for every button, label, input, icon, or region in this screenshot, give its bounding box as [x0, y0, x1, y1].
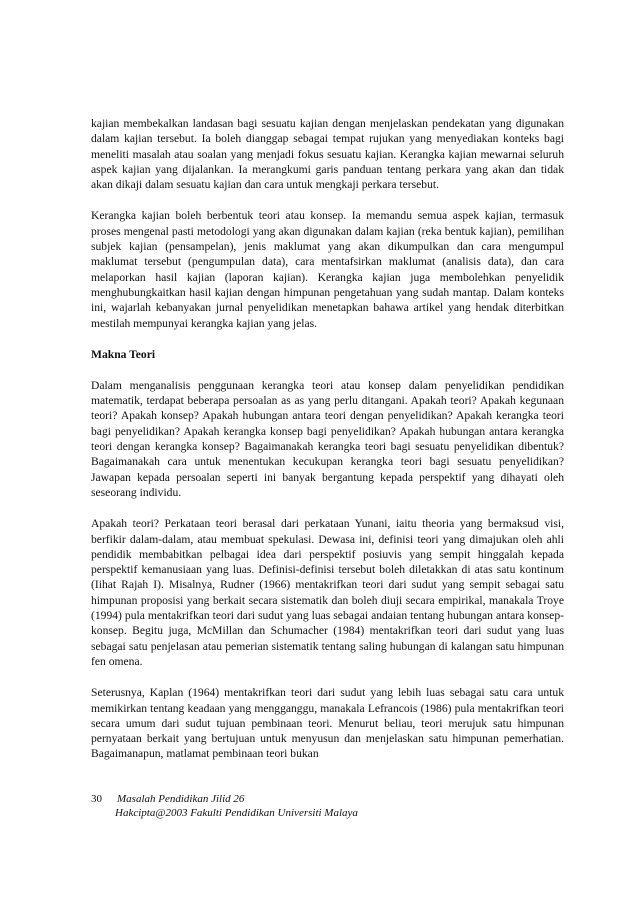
paragraph-section-2: Apakah teori? Perkataan teori berasal dari perkataan Yunani, iaitu theoria yang bermaksud visi, berfikir dalam-dalam, atau membuat spekulasi. Dewasa ini, definisi teori yang dimajukan oleh ahli pendidik membabitkan pelbagai idea dari perspektif posiuvis yang sempit hinggalah kepada perspektif kemanusiaan yang luas. Definisi-definisi tersebut boleh diletakkan di atas satu kontinum (Iihat Rajah I). Misalnya, Rudner (1966) mentakrifkan teori dari sudut yang sempit sebagai satu himpunan proposisi yang berkait secara sistematik dan boleh diuji secara empirikal, manakala Troye (1994) pula mentakrifkan teori dari sudut yang luas sebagai andaian tentang hubungan antara konsep-konsep. Begitu juga, McMillan dan Schumacher (1984) mentakrifkan teori dari sudut yang luas sebagai satu penjelasan atau pemerian sistematik tentang saling hubungan di kalangan satu himpunan fen omena.	[91, 517, 564, 668]
footer-line-1	[91, 792, 511, 806]
page-number: 30	[91, 793, 102, 805]
copyright-notice: Hakcipta@2003 Fakulti Pendidikan Universiti Malaya	[115, 807, 358, 819]
paragraph-section-1: Dalam menganalisis penggunaan kerangka teori atau konsep dalam penyelidikan pendidikan matematik, terdapat beberapa persoalan as as yang perlu ditangani. Apakah teori? Apakah kegunaan teori? Apakah konsep? Apakah hubungan antara teori dengan penyelidikan? Apakah kerangka teori bagi penyelidikan? Apakah kerangka konsep bagi penyelidikan? Apakah hubungan antara kerangka teori dengan kerangka konsep? Bagaimanakah kerangka teori bagi sesuatu penyelidikan dibentuk? Bagaimanakah cara untuk menentukan kecukupan kerangka teori bagi sesuatu penyelidikan? Jawapan kepada persoalan seperti ini banyak bergantung kepada perspektif yang dihayati oleh seseorang individu.	[91, 378, 564, 499]
page-body	[91, 116, 564, 778]
paragraph-intro-1: kajian membekalkan landasan bagi sesuatu kajian dengan menjelaskan pendekatan yang digunakan dalam kajian tersebut. Ia boleh dianggap sebagai tempat rujukan yang menyediakan konteks bagi meneliti masalah atau soalan yang menjadi fokus sesuatu kajian. Kerangka kajian mewarnai seluruh aspek kajian yang dijalankan. Ia merangkumi garis panduan tentang perkara yang akan dan tidak akan dikaji dalam sesuatu kajian dan cara untuk mengkaji perkara tersebut.	[91, 117, 564, 192]
paragraph-intro-2: Kerangka kajian boleh berbentuk teori atau konsep. Ia memandu semua aspek kajian, termasuk proses mengenal pasti metodologi yang akan digunakan dalam kajian (reka bentuk kajian), pemilihan subjek kajian (pensampelan), jenis maklumat yang akan dikumpulkan dan cara mengumpul maklumat tersebut (pengumpulan data), cara mentafsirkan maklumat (analisis data), dan cara melaporkan hasil kajian (laporan kajian). Kerangka kajian juga membolehkan penyelidik menghubungkaitkan hasil kajian dengan himpunan pengetahuan yang sudah mantap. Dalam konteks ini, wajarlah kebanyakan jurnal penyelidikan menetapkan bahawa artikel yang hendak diterbitkan mestilah mempunyai kerangka kajian yang jelas.	[91, 209, 564, 330]
page-footer	[91, 792, 511, 820]
journal-title: Masalah Pendidikan Jilid 26	[117, 793, 245, 805]
paragraph-section-3: Seterusnya, Kaplan (1964) mentakrifkan teori dari sudut yang lebih luas sebagai satu cara untuk memikirkan tentang keadaan yang mengganggu, manakala Lefrancois (1986) pula mentakrifkan teori secara umum dari sudut tujuan pembinaan teori. Menurut beliau, teori merujuk satu himpunan pernyataan berkait yang bertujuan untuk menyusun dan menjelaskan satu himpunan pemerhatian. Bagaimanapun, matlamat pembinaan teori bukan	[91, 686, 564, 761]
section-heading: Makna Teori	[91, 347, 156, 361]
